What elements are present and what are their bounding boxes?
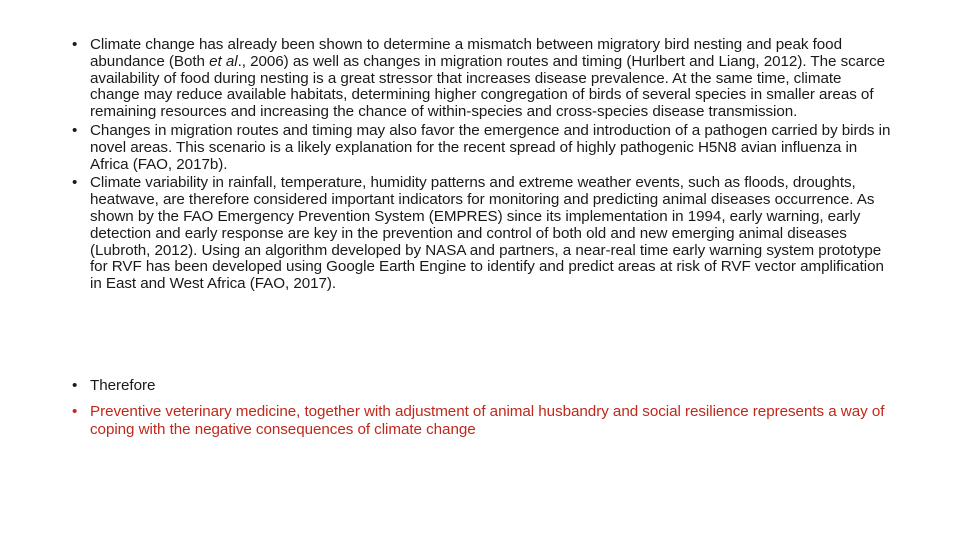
bullet-text: Preventive veterinary medicine, together with adjustment of animal husbandry and social resilience represents a way of coping with the negative consequences of climate change [90, 403, 885, 438]
bullet-text: Climate change has already been shown to determine a mismatch between migratory bird nesting and peak food abundance (Both et al., 2006) as well as changes in migration routes and timing (Hurlbert and Liang, 2012). The scarce availability of food during nesting is a great stressor that increases disease prevalence. At the same time, climate change may reduce available habitats, determining higher congregation of birds of several species in smaller areas of remaining resources and increasing the chance of within-species and cross-species disease transmission. [90, 36, 886, 121]
bullet-marker: • [72, 36, 78, 53]
bullet-marker: • [72, 174, 78, 192]
bullet-marker: • [72, 403, 78, 420]
main-bullet-list [72, 37, 892, 295]
bullet-marker: • [72, 377, 78, 394]
bullet-preventive-medicine [72, 403, 892, 439]
bullet-text: Changes in migration routes and timing may also favor the emergence and introduction of a pathogen carried by birds in novel areas. This scenario is a likely explanation for the recent spread of highly pathogenic H5N8 avian influenza in Africa (FAO, 2017b). [90, 121, 891, 173]
bullet-text: Climate variability in rainfall, temperature, humidity patterns and extreme weather events, such as floods, droughts, heatwave, are therefore considered important indicators for monitoring and predicting animal diseases occurrence. As shown by the FAO Emergency Prevention System (EMPRES) since its implementation in 1994, early warning, early detection and early response are key in the prevention and control of both old and new emerging animal diseases (Lubroth, 2012). Using an algorithm developed by NASA and partners, a near-real time early warning system prototype for RVF has been developed using Google Earth Engine to identify and predict areas at risk of RVF vector amplification in East and West Africa (FAO, 2017). [90, 174, 884, 293]
bullet-text: Therefore [90, 377, 156, 394]
bullet-migration-routes [72, 123, 892, 173]
bullet-marker: • [72, 121, 78, 139]
bullet-therefore [72, 377, 892, 395]
bullet-climate-variability [72, 175, 892, 293]
conclusion-bullet-list [72, 377, 892, 447]
bullet-migration-mismatch [72, 37, 892, 121]
